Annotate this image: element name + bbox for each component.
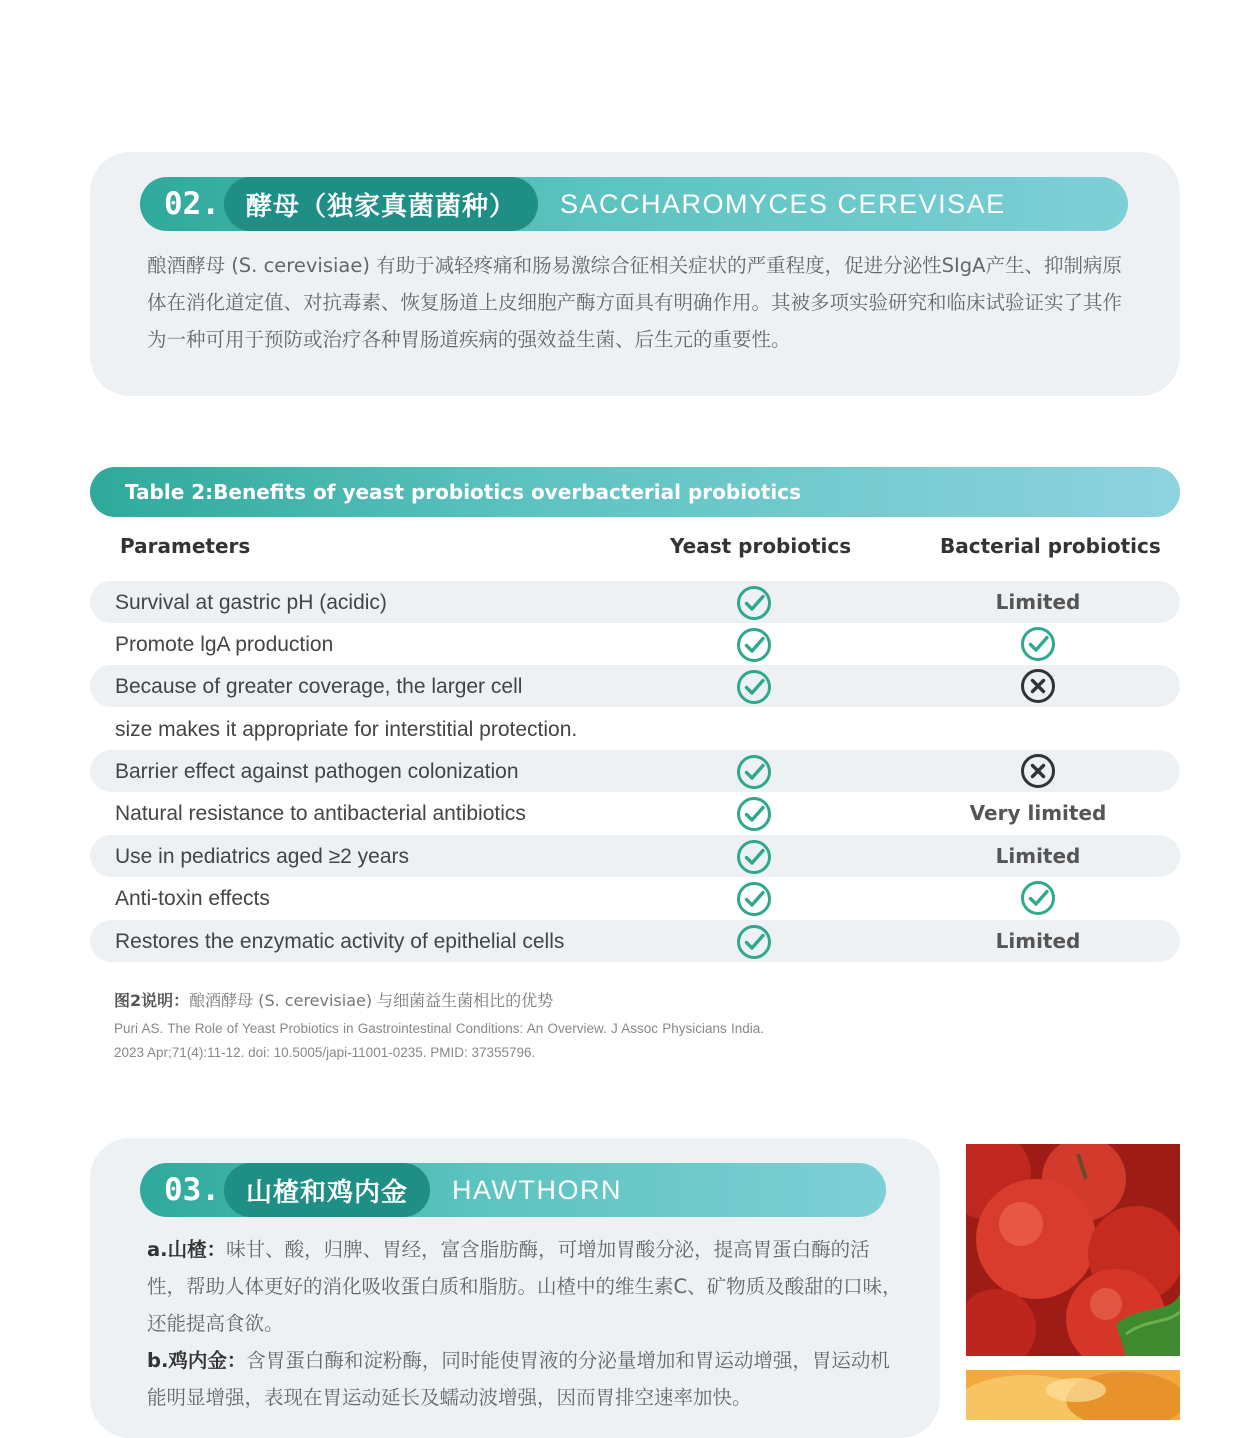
table-row <box>90 750 1180 792</box>
bacterial-value-cell <box>990 920 1086 962</box>
section-03-paragraph <box>147 1231 907 1416</box>
column-header-yeast: Yeast probiotics <box>670 534 852 558</box>
row-parameter: Use in pediatrics aged ≥2 years <box>115 845 410 868</box>
caption-text: 酿酒酵母 (S. cerevisiae) 与细菌益生菌相比的优势 <box>189 991 554 1010</box>
check-circle-icon <box>736 669 772 705</box>
check-circle-icon <box>736 796 772 832</box>
table-title: Table 2:Benefits of yeast probiotics overbacterial probiotics <box>90 467 1180 517</box>
check-circle-icon <box>736 881 772 917</box>
jineijin-text: 含胃蛋白酶和淀粉酶，同时能使胃液的分泌量增加和胃运动增强，胃运动机能明显增强，表现在胃运动延长及蠕动波增强，因而胃排空速率加快。 <box>147 1349 890 1409</box>
bacterial-value: Limited <box>995 590 1081 614</box>
column-header-bacterial: Bacterial probiotics <box>940 534 1161 558</box>
hawthorn-photo <box>966 1144 1180 1356</box>
section-03-card <box>90 1138 940 1438</box>
row-parameter: Because of greater coverage, the larger cell <box>115 675 523 698</box>
hawthorn-label: a.山楂： <box>147 1238 227 1261</box>
row-parameter: Survival at gastric pH (acidic) <box>115 591 387 614</box>
column-header-parameters: Parameters <box>120 534 251 558</box>
bacterial-value: Very limited <box>969 801 1107 825</box>
check-circle-icon <box>736 754 772 790</box>
row-parameter: Barrier effect against pathogen colonization <box>115 760 519 783</box>
citation: Puri AS. The Role of Yeast Probiotics in Gastrointestinal Conditions: An Overview. J Assoc Physicians India. 2023 Apr;71(4):11-12. doi: 10.5005/japi-11001-0235. PMID: 37355796. <box>114 1021 764 1060</box>
check-circle-icon <box>736 585 772 621</box>
bacterial-value-cell <box>990 835 1086 877</box>
table-row <box>90 877 1180 919</box>
table-row <box>90 708 1180 750</box>
section-02-number: 02. <box>164 186 220 222</box>
section-02-header <box>140 177 1128 231</box>
section-02-paragraph: 酿酒酵母 (S. cerevisiae) 有助于减轻疼痛和肠易激综合征相关症状的严重程度，促进分泌性SIgA产生、抑制病原体在消化道定值、对抗毒素、恢复肠道上皮细胞产酶方面具有明确作用。其被多项实验研究和临床试验证实了其作为一种可用于预防或治疗各种胃肠道疾病的强效益生菌、后生元的重要性。 <box>147 254 1123 351</box>
section-02-title-en: SACCHAROMYCES CEREVISAE <box>560 188 1006 219</box>
hawthorn-text: 味甘、酸，归脾、胃经，富含脂肪酶，可增加胃酸分泌，提高胃蛋白酶的活性，帮助人体更好的消化吸收蛋白质和脂肪。山楂中的维生素C、矿物质及酸甜的口味，还能提高食欲。 <box>147 1238 902 1335</box>
table-row <box>90 581 1180 623</box>
row-parameter: Restores the enzymatic activity of epithelial cells <box>115 930 565 953</box>
section-03-header <box>140 1163 886 1217</box>
jineijin-label: b.鸡内金： <box>147 1349 247 1372</box>
x-circle-icon <box>990 750 1086 792</box>
section-02-card <box>90 152 1180 396</box>
bacterial-value-cell <box>969 792 1107 834</box>
section-03-title-cn: 山楂和鸡内金 <box>224 1163 430 1217</box>
figure-caption <box>114 988 553 1011</box>
section-03-number: 03. <box>164 1172 220 1208</box>
bacterial-value-cell <box>990 581 1086 623</box>
row-parameter: Natural resistance to antibacterial antibiotics <box>115 802 526 825</box>
table-row <box>90 835 1180 877</box>
caption-label: 图2说明： <box>114 991 190 1010</box>
row-parameter: Promote lgA production <box>115 633 334 656</box>
x-circle-icon <box>990 665 1086 707</box>
check-circle-icon <box>736 839 772 875</box>
check-circle-icon <box>736 924 772 960</box>
table-row <box>90 623 1180 665</box>
row-parameter: size makes it appropriate for interstitial protection. <box>115 718 578 741</box>
bacterial-value: Limited <box>995 844 1081 868</box>
section-03-title-en: HAWTHORN <box>452 1174 622 1205</box>
table-row <box>90 792 1180 834</box>
check-circle-icon <box>990 623 1086 665</box>
bacterial-value: Limited <box>995 929 1081 953</box>
check-circle-icon <box>736 627 772 663</box>
row-parameter: Anti-toxin effects <box>115 887 270 910</box>
table-row <box>90 920 1180 962</box>
jineijin-photo <box>966 1370 1180 1420</box>
check-circle-icon <box>990 877 1086 919</box>
section-02-title-cn: 酵母（独家真菌菌种） <box>224 177 538 231</box>
table-row <box>90 665 1180 707</box>
